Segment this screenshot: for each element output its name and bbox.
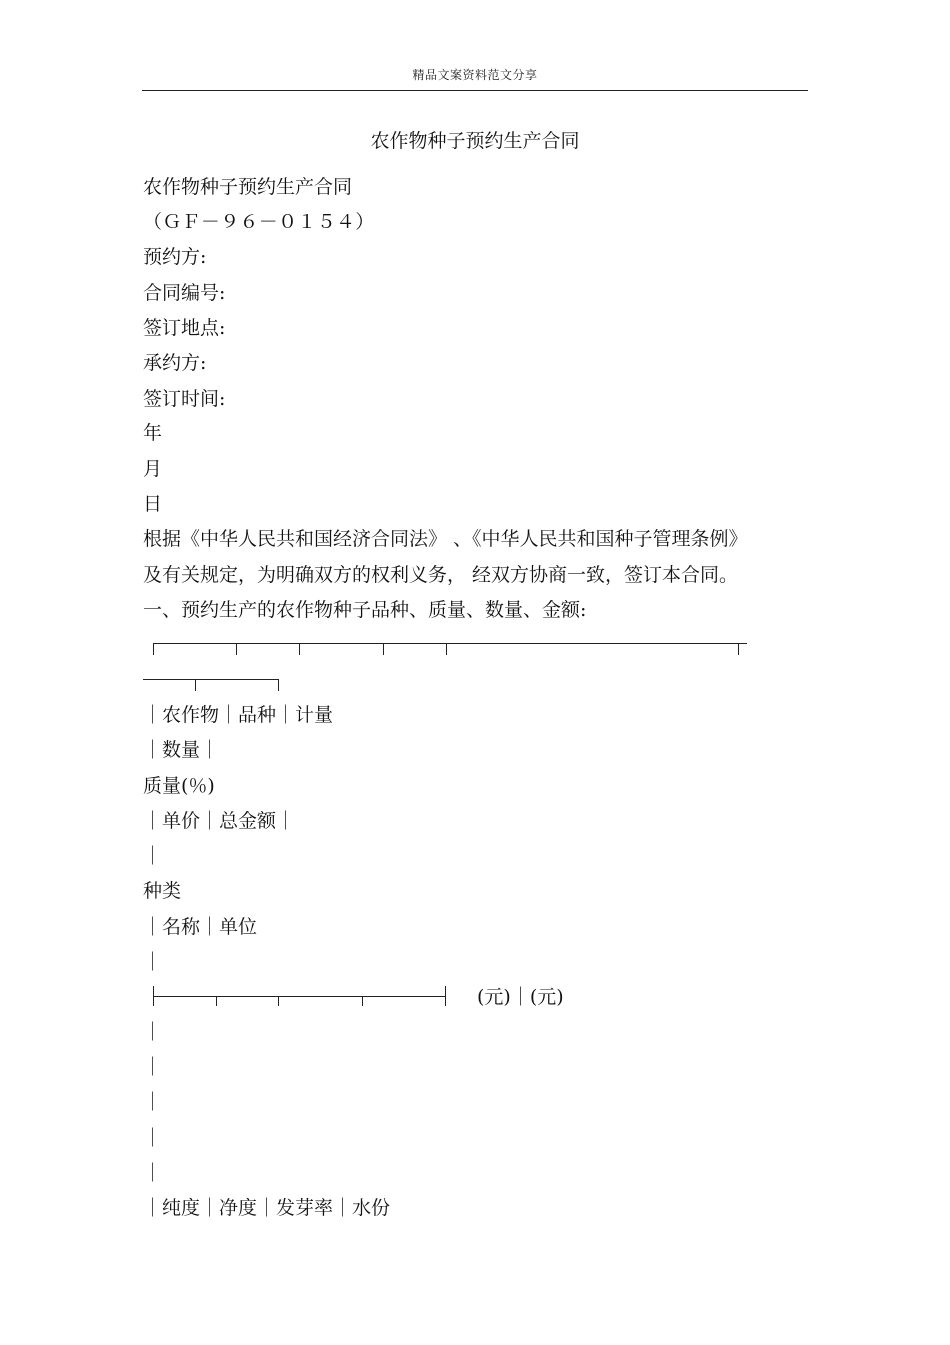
table-corner-tick [153,643,154,655]
table-column-tick [195,679,196,691]
table-divider-tick [445,986,446,1006]
table-column-tick [299,643,300,655]
table-cell-separator: ｜ [143,1021,163,1043]
table-column-tick [362,996,363,1006]
field-month: 月 [143,458,163,480]
table-corner-tick [278,679,279,691]
table-cell-separator: ｜ [143,1162,163,1184]
field-day: 日 [143,493,163,515]
table-header-price: ｜单价｜总金额｜ [143,810,296,832]
table-row-divider [153,996,445,997]
table-header-row-2: ｜数量｜ [143,739,220,761]
field-contract-number: 合同编号: [143,282,226,304]
table-cell-separator: ｜ [143,951,163,973]
table-cell-separator: ｜ [143,1056,163,1078]
field-year: 年 [143,422,163,444]
table-column-tick [738,643,739,655]
preamble-line-2: 及有关规定，为明确双方的权利义务， 经双方协商一致，签订本合同。 [143,564,739,586]
table-column-tick [446,643,447,655]
field-signing-time: 签订时间: [143,388,226,410]
table-header-name-unit: ｜名称｜单位 [143,916,258,938]
table-column-tick [278,996,279,1006]
table-cell-separator: ｜ [143,845,163,867]
header-divider [142,90,808,91]
contract-code: （ＧＦ－９６－０１５４） [143,211,375,233]
table-cell-separator: ｜ [143,1127,163,1149]
table-top-border [153,643,747,644]
table-header-type: 种类 [143,880,182,902]
table-column-tick [216,996,217,1006]
table-header-quality-metrics: ｜纯度｜净度｜发芽率｜水份 [143,1197,391,1219]
table-header-currency: (元)｜(元) [477,986,564,1008]
document-title: 农作物种子预约生产合同 [370,130,580,152]
table-header-quality: 质量(％) [143,775,215,797]
table-cell-separator: ｜ [143,1091,163,1113]
section-1-heading: 一、预约生产的农作物种子品种、质量、数量、金额: [143,599,587,621]
preamble-line-1: 根据《中华人民共和国经济合同法》 、《中华人民共和国种子管理条例》 [143,528,748,550]
field-signing-place: 签订地点: [143,317,226,339]
field-contracting-party: 承约方: [143,352,207,374]
page-header-text: 精品文案资料范文分享 [412,68,538,82]
table-column-tick [383,643,384,655]
table-header-row-1: ｜农作物｜品种｜计量 [143,704,334,726]
contract-name: 农作物种子预约生产合同 [143,176,353,198]
table-top-border-continued [143,679,278,680]
field-reserving-party: 预约方: [143,246,207,268]
table-divider-tick [153,986,154,1006]
table-column-tick [236,643,237,655]
